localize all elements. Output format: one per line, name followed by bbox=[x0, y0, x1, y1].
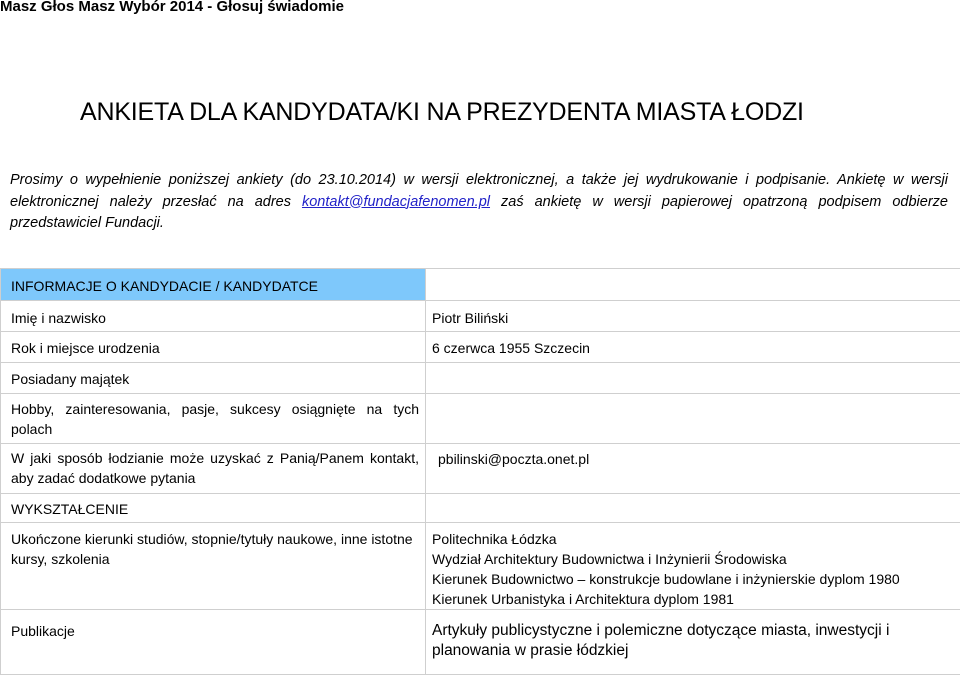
value-assets[interactable] bbox=[426, 363, 960, 394]
table-row-publications bbox=[1, 610, 960, 675]
intro-paragraph bbox=[10, 170, 948, 235]
intro-text-start: Prosimy o wypełnienie poniższej ankiety (do 23.10.2014) w wersji elektronicznej, a także jej wydrukowanie i podpisanie. Ankietę w wersji elektronicznej należy przesłać na adres bbox=[10, 172, 948, 210]
studies-line: Politechnika Łódzka bbox=[432, 529, 956, 549]
value-contact[interactable]: pbilinski@poczta.onet.pl bbox=[426, 444, 960, 494]
value-hobby[interactable] bbox=[426, 394, 960, 444]
survey-table bbox=[0, 268, 960, 675]
table-row-contact bbox=[1, 444, 960, 494]
value-name[interactable]: Piotr Biliński bbox=[426, 301, 960, 332]
table-row-studies bbox=[1, 523, 960, 610]
value-studies[interactable] bbox=[426, 523, 960, 610]
label-name: Imię i nazwisko bbox=[1, 301, 426, 332]
label-studies: Ukończone kierunki studiów, stopnie/tytuły naukowe, inne istotne kursy, szkolenia bbox=[1, 523, 426, 610]
table-row-assets bbox=[1, 363, 960, 394]
studies-line: Kierunek Urbanistyka i Architektura dyplom 1981 bbox=[432, 589, 956, 609]
section-header-row-education bbox=[1, 494, 960, 523]
label-birth: Rok i miejsce urodzenia bbox=[1, 332, 426, 363]
table-row-hobby bbox=[1, 394, 960, 444]
section-header-education-blank bbox=[426, 494, 960, 523]
site-title: Masz Głos Masz Wybór 2014 - Głosuj świadomie bbox=[0, 0, 344, 15]
section-header-candidate-info bbox=[1, 269, 426, 301]
section-header-row-candidate bbox=[1, 269, 960, 301]
value-birth[interactable]: 6 czerwca 1955 Szczecin bbox=[426, 332, 960, 363]
document-title: ANKIETA DLA KANDYDATA/KI NA PREZYDENTA MIASTA ŁODZI bbox=[80, 98, 804, 127]
label-assets: Posiadany majątek bbox=[1, 363, 426, 394]
contact-email-link[interactable]: kontakt@fundacjafenomen.pl bbox=[302, 194, 490, 210]
section-header-education: WYKSZTAŁCENIE bbox=[1, 494, 426, 523]
value-publications[interactable]: Artykuły publicystyczne i polemiczne dotyczące miasta, inwestycji i planowania w prasie łódzkiej bbox=[426, 610, 960, 675]
section-header-blank bbox=[426, 269, 960, 301]
label-hobby: Hobby, zainteresowania, pasje, sukcesy osiągnięte na tych polach bbox=[1, 394, 426, 444]
table-row-name bbox=[1, 301, 960, 332]
label-contact: W jaki sposób łodzianie może uzyskać z Panią/Panem kontakt, aby zadać dodatkowe pytania bbox=[1, 444, 426, 494]
section-header-label: INFORMACJE O KANDYDACIE / KANDYDATCE bbox=[11, 269, 419, 296]
intro-text-end: zaś ankietę w wersji papierowej opatrzoną podpisem odbierze przedstawiciel Fundacji. bbox=[10, 194, 948, 232]
label-publications: Publikacje bbox=[1, 610, 426, 675]
studies-line: Kierunek Budownictwo – konstrukcje budowlane i inżynierskie dyplom 1980 bbox=[432, 569, 956, 589]
table-row-birth bbox=[1, 332, 960, 363]
studies-line: Wydział Architektury Budownictwa i Inżynierii Środowiska bbox=[432, 549, 956, 569]
